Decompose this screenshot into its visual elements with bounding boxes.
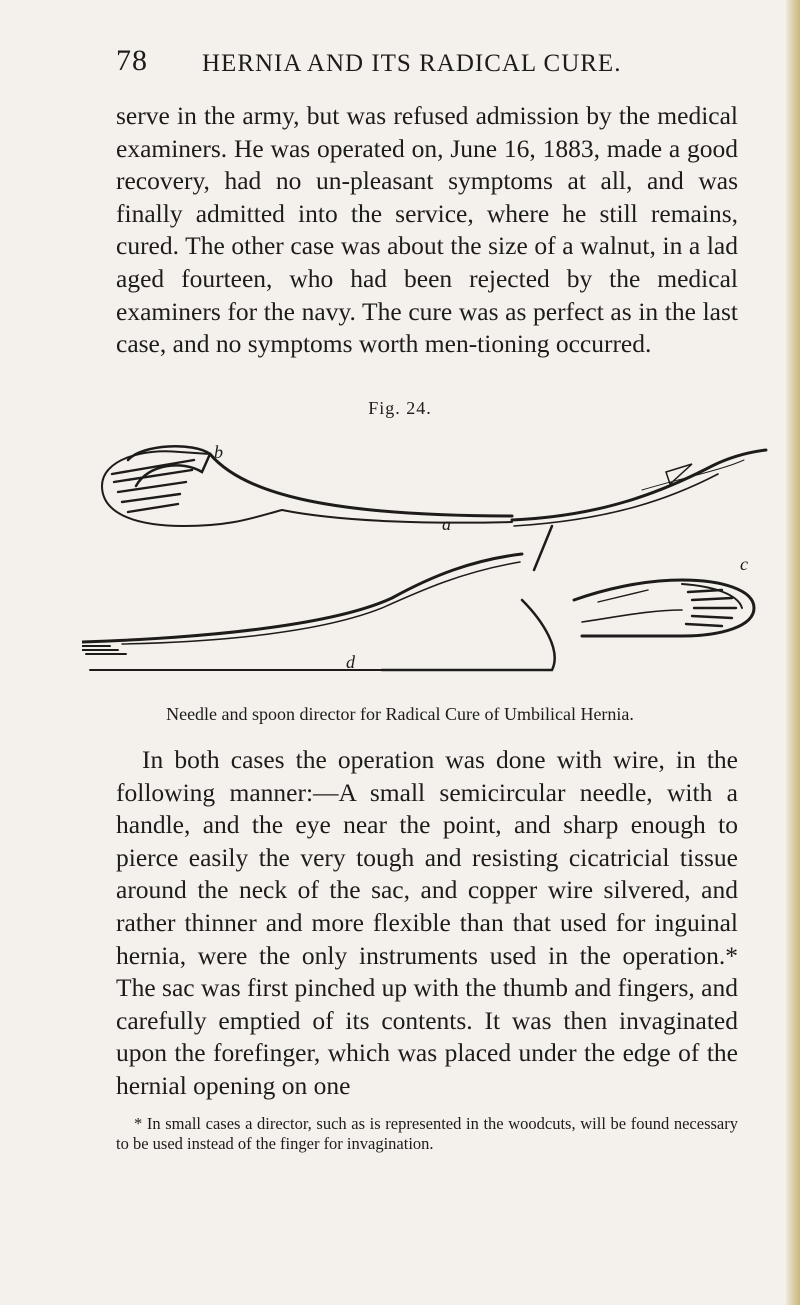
figure-letter-b: b	[214, 442, 223, 462]
paragraph-2: In both cases the operation was done with wire, in the following manner:—A small semicircular needle, with a handle, and the eye near the point, and sharp enough to pierce easily the very tough and resisting cicatricial tissue around the neck of the sac, and copper wire silvered, and rather thinner and more flexible than that used for inguinal hernia, were the only instruments used in the operation.* The sac was first pinched up with the thumb and fingers, and carefully emptied of its contents. It was then invaginated upon the forefinger, which was placed under the edge of the hernial opening on one	[116, 745, 738, 1100]
paragraph-1-block	[116, 100, 738, 361]
footnote-text: * In small cases a director, such as is represented in the woodcuts, will be found necessary to be used instead of the finger for invagination.	[116, 1114, 738, 1153]
spoon-director-illustration	[82, 526, 754, 670]
figure-letter-c: c	[740, 554, 748, 574]
page-edge	[786, 0, 800, 1305]
running-title: HERNIA AND ITS RADICAL CURE.	[202, 50, 622, 77]
paragraph-1: serve in the army, but was refused admission by the medical examiners. He was operated on, June 16, 1883, made a good recovery, had no un-pleasant symptoms at all, and was finally admitted into the service, where he still remains, cured. The other case was about the size of a walnut, in a lad aged fourteen, who had been rejected by the medical examiners for the navy. The cure was as perfect as in the last case, and no symptoms worth men-tioning occurred.	[116, 101, 738, 359]
figure-needle-spoon-director	[82, 430, 772, 692]
figure-label: Fig. 24.	[368, 398, 432, 418]
footnote	[116, 1114, 738, 1154]
page-number: 78	[116, 44, 148, 77]
figure-caption: Needle and spoon director for Radical Cure of Umbilical Hernia.	[166, 704, 634, 724]
page-header	[116, 44, 736, 84]
needle-illustration	[102, 446, 766, 526]
paragraph-2-block	[116, 744, 738, 1103]
figure-letter-d: d	[346, 652, 355, 672]
figure-letter-a: a	[442, 514, 451, 534]
